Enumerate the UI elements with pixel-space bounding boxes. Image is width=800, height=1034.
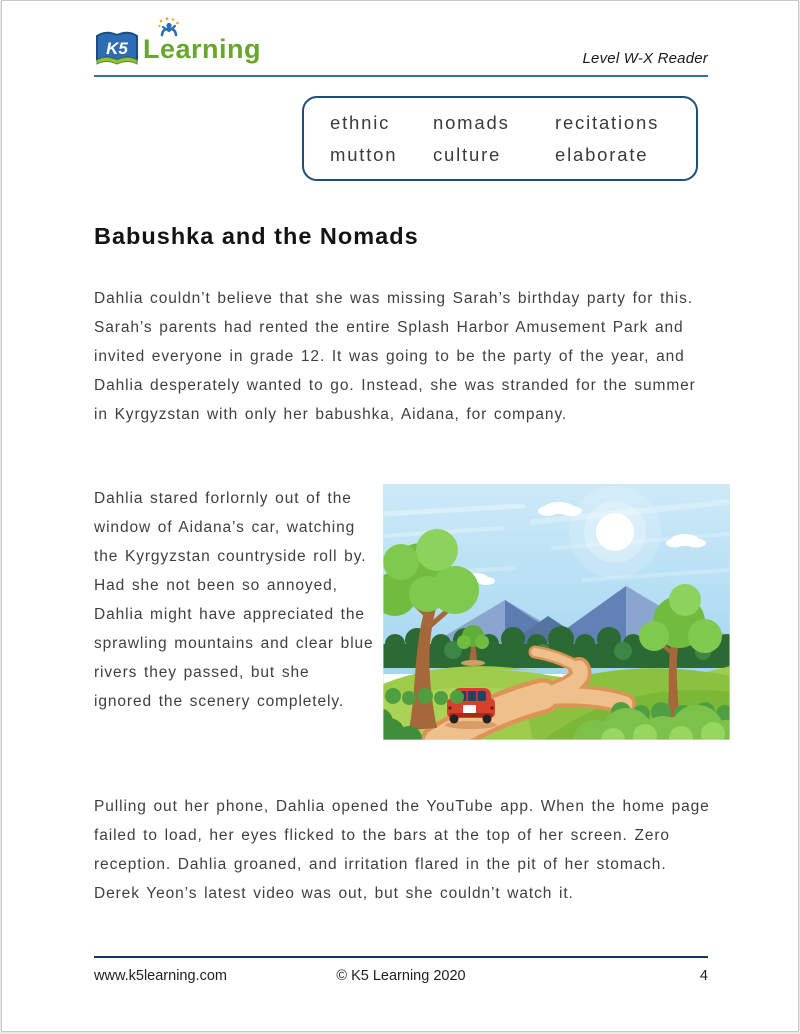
paragraph-2-row [94, 484, 730, 740]
story-paragraph-2: Dahlia stared forlornly out of the window of Aidana’s car, watching the Kyrgyzstan countryside roll by. Had she not been so annoyed, Dahlia might have appreciated the sprawling mountains and clear blue rivers they passed, but she ignored the scenery completely. [94, 490, 374, 710]
k5-book-icon [94, 29, 140, 69]
vocab-word: elaborate [555, 143, 649, 165]
vocab-word: culture [433, 143, 502, 165]
vocab-word: recitations [555, 111, 660, 133]
level-label: Level W-X Reader [582, 50, 708, 67]
page-footer [94, 968, 708, 984]
countryside-scene-image [383, 484, 730, 740]
footer-divider [94, 956, 708, 958]
k5-learning-logo [94, 29, 261, 69]
vocab-word: nomads [433, 111, 510, 133]
story-paragraph-3: Pulling out her phone, Dahlia opened the YouTube app. When the home page failed to load, her eyes flicked to the bars at the top of her screen. Zero reception. Dahlia groaned, and irritation flared in the pit of her stomach. Derek Yeon’s latest video was out, but she couldn’t watch it. [94, 798, 710, 902]
sun-icon [569, 486, 661, 578]
logo-learning-text: Learning [143, 33, 262, 64]
vocab-word: ethnic [330, 111, 391, 133]
worksheet-page [1, 0, 799, 1032]
vocab-word: mutton [330, 143, 398, 165]
footer-website: www.k5learning.com [94, 968, 227, 984]
footer-copyright: © K5 Learning 2020 [336, 968, 466, 984]
footer-page-number: 4 [699, 968, 708, 984]
vocabulary-box [302, 96, 698, 181]
story-paragraph-1: Dahlia couldn’t believe that she was missing Sarah’s birthday party for this. Sarah’s parents had rented the entire Splash Harbor Amusement Park and invited everyone in grade 12. It was going to be the party of the year, and Dahlia desperately wanted to go. Instead, she was stranded for the summer in Kyrgyzstan with only her babushka, Aidana, for company. [94, 290, 696, 423]
learner-icon [157, 17, 181, 39]
logo-k5-text: K5 [106, 39, 128, 58]
story-title: Babushka and the Nomads [94, 223, 419, 249]
page-header [94, 29, 708, 77]
